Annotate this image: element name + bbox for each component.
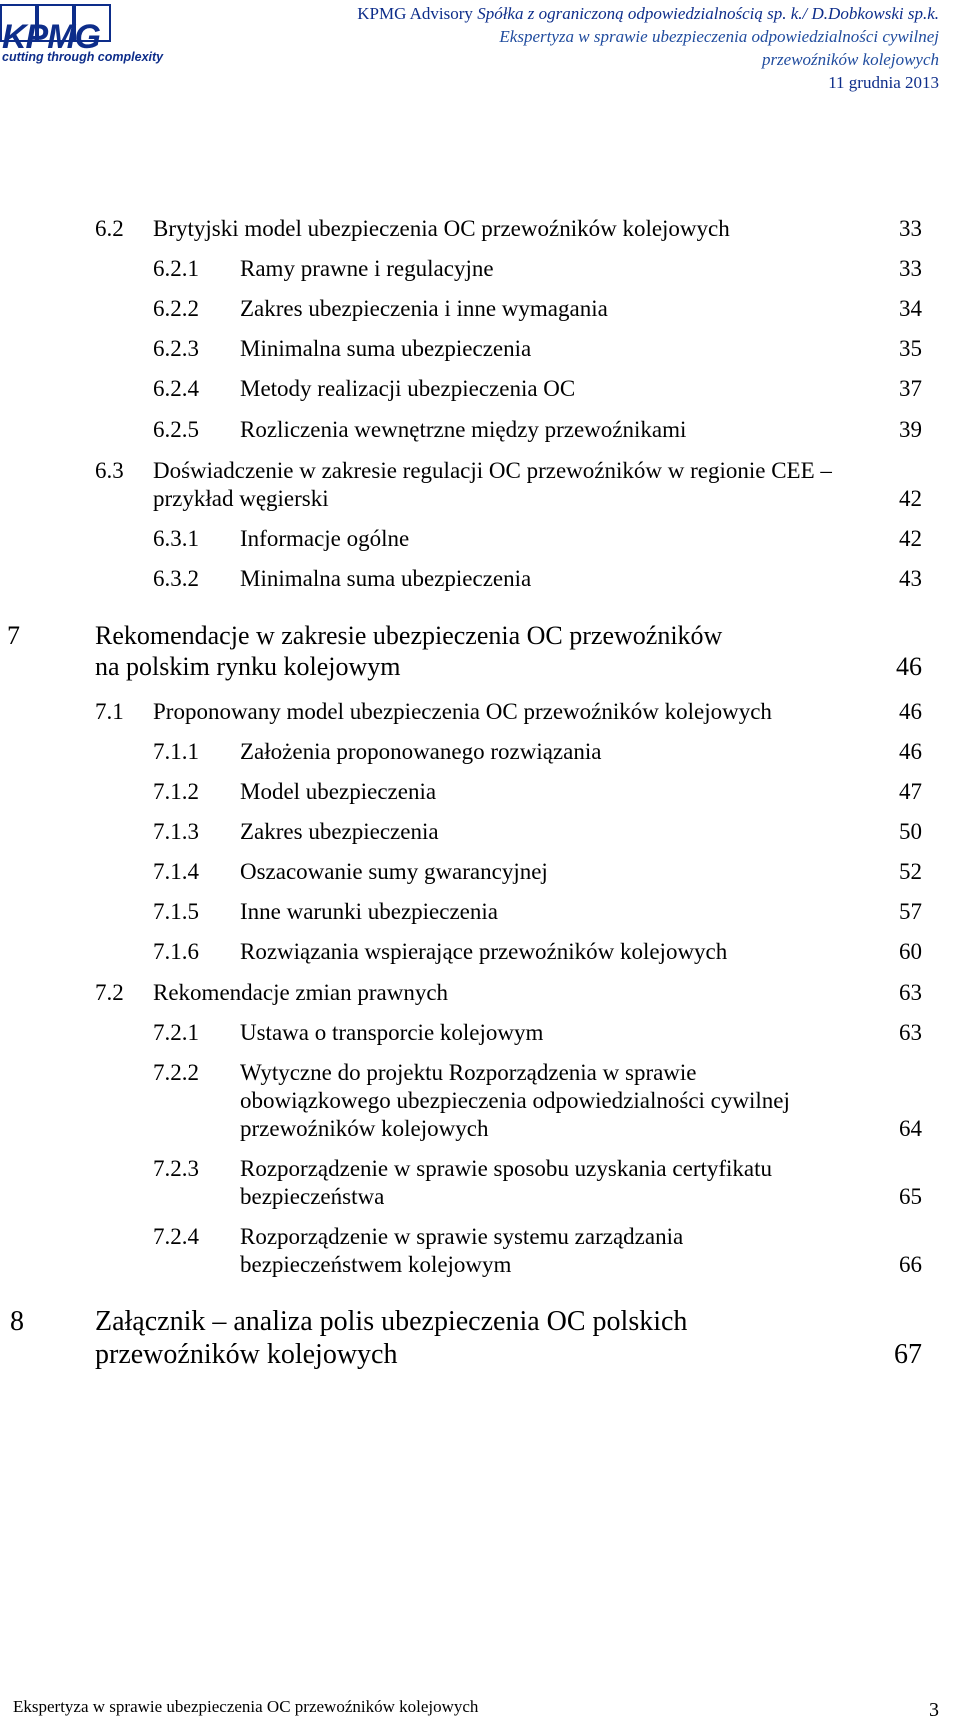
- toc-number: 7.2: [95, 980, 124, 1005]
- toc-page: 33: [899, 256, 922, 281]
- toc-title: Minimalna suma ubezpieczenia: [240, 336, 532, 361]
- toc-number: 7.1.4: [153, 859, 199, 884]
- logo-wordmark: KPMG: [2, 18, 100, 56]
- toc-title-line1: Wytyczne do projektu Rozporządzenia w sprawie: [240, 1060, 697, 1085]
- toc-number: 7.2.2: [153, 1060, 199, 1085]
- toc-page: 63: [899, 1020, 922, 1045]
- toc-page: 42: [899, 486, 922, 511]
- toc-number: 6.2.1: [153, 256, 199, 281]
- toc-title: Proponowany model ubezpieczenia OC przewoźników kolejowych: [153, 699, 772, 724]
- kpmg-logo: [0, 0, 180, 80]
- toc-page: 64: [899, 1116, 922, 1141]
- toc-page: 60: [899, 939, 922, 964]
- toc-title: Rozliczenia wewnętrzne między przewoźnikami: [240, 417, 687, 442]
- toc-title-line1: Rozporządzenie w sprawie sposobu uzyskania certyfikatu: [240, 1156, 773, 1181]
- toc-title-line2: przykład węgierski: [153, 486, 329, 511]
- toc-page: 52: [899, 859, 922, 884]
- toc-number: 8: [10, 1306, 24, 1337]
- logo-tagline: cutting through complexity: [2, 50, 164, 64]
- toc-page: 34: [899, 296, 922, 321]
- toc-number: 7.1.1: [153, 739, 199, 764]
- header-company: [357, 2, 939, 25]
- toc-page: 50: [899, 819, 922, 844]
- toc-page: 37: [899, 376, 922, 401]
- header-company-legal: Spółka z ograniczoną odpowiedzialnością sp. k./ D.Dobkowski sp.k.: [477, 4, 939, 23]
- toc-number: 7.1.2: [153, 779, 199, 804]
- toc-title: Model ubezpieczenia: [240, 779, 437, 804]
- page-header: [357, 2, 939, 94]
- toc-number: 7.1: [95, 699, 124, 724]
- toc-title: Informacje ogólne: [240, 526, 410, 551]
- toc-page: 65: [899, 1184, 922, 1209]
- header-date: 11 grudnia 2013: [828, 73, 939, 92]
- toc-number: 7.2.4: [153, 1224, 199, 1249]
- toc-number: 6.2: [95, 216, 124, 241]
- toc-number: 6.3: [95, 458, 124, 483]
- toc-number: 7.2.1: [153, 1020, 199, 1045]
- toc-page: 47: [899, 779, 922, 804]
- toc-number: 7.1.3: [153, 819, 199, 844]
- toc-title: Założenia proponowanego rozwiązania: [240, 739, 602, 764]
- toc-title-line2: przewoźników kolejowych: [95, 1339, 398, 1370]
- toc-number: 7.2.3: [153, 1156, 199, 1181]
- toc-title: Zakres ubezpieczenia i inne wymagania: [240, 296, 608, 321]
- toc-title: Ramy prawne i regulacyjne: [240, 256, 494, 281]
- toc-title-line2: bezpieczeństwa: [240, 1184, 385, 1209]
- toc-title: Minimalna suma ubezpieczenia: [240, 566, 532, 591]
- toc-title-line2: obowiązkowego ubezpieczenia odpowiedzialności cywilnej: [240, 1088, 790, 1113]
- toc-title-line1: Rekomendacje w zakresie ubezpieczenia OC przewoźników: [95, 621, 723, 650]
- toc-title: Metody realizacji ubezpieczenia OC: [240, 376, 576, 401]
- header-company-name: KPMG Advisory: [357, 4, 478, 23]
- page-number: 3: [929, 1699, 939, 1721]
- toc-page: 43: [899, 566, 922, 591]
- toc-title-line1: Doświadczenie w zakresie regulacji OC przewoźników w regionie CEE –: [153, 458, 832, 483]
- toc-title: Rekomendacje zmian prawnych: [153, 980, 449, 1005]
- toc-number: 6.3.2: [153, 566, 199, 591]
- toc-title-line2: na polskim rynku kolejowym: [95, 652, 401, 681]
- header-title-line2: przewoźników kolejowych: [761, 50, 939, 69]
- toc-number: 6.2.5: [153, 417, 199, 442]
- toc-page: 63: [899, 980, 922, 1005]
- toc-page: 35: [899, 336, 922, 361]
- toc-title: Rozwiązania wspierające przewoźników kolejowych: [240, 939, 728, 964]
- page-footer: Ekspertyza w sprawie ubezpieczenia OC przewoźników kolejowych: [13, 1697, 479, 1716]
- toc-title: Brytyjski model ubezpieczenia OC przewoźników kolejowych: [153, 216, 730, 241]
- toc-number: 7: [7, 621, 20, 650]
- toc-title-line3: przewoźników kolejowych: [240, 1116, 489, 1141]
- toc-page: 39: [899, 417, 922, 442]
- toc-title-line1: Załącznik – analiza polis ubezpieczenia OC polskich: [95, 1306, 688, 1337]
- toc-title-line1: Rozporządzenie w sprawie systemu zarządzania: [240, 1224, 684, 1249]
- toc-page: 46: [899, 699, 922, 724]
- header-title-line1: Ekspertyza w sprawie ubezpieczenia odpowiedzialności cywilnej: [499, 27, 939, 46]
- toc-number: 7.1.5: [153, 899, 199, 924]
- toc-page: 46: [896, 652, 922, 681]
- toc-title: Oszacowanie sumy gwarancyjnej: [240, 859, 548, 884]
- toc-number: 6.2.3: [153, 336, 199, 361]
- toc-page: 67: [894, 1339, 922, 1370]
- toc-number: 6.2.2: [153, 296, 199, 321]
- toc-number: 6.3.1: [153, 526, 199, 551]
- toc-title-line2: bezpieczeństwem kolejowym: [240, 1252, 512, 1277]
- toc-page: 33: [899, 216, 922, 241]
- toc-number: 6.2.4: [153, 376, 199, 401]
- toc-page: 66: [899, 1252, 922, 1277]
- toc-page: 42: [899, 526, 922, 551]
- toc-number: 7.1.6: [153, 939, 199, 964]
- toc-title: Zakres ubezpieczenia: [240, 819, 439, 844]
- toc-page: 46: [899, 739, 922, 764]
- toc-title: Inne warunki ubezpieczenia: [240, 899, 498, 924]
- toc-title: Ustawa o transporcie kolejowym: [240, 1020, 544, 1045]
- toc-page: 57: [899, 899, 922, 924]
